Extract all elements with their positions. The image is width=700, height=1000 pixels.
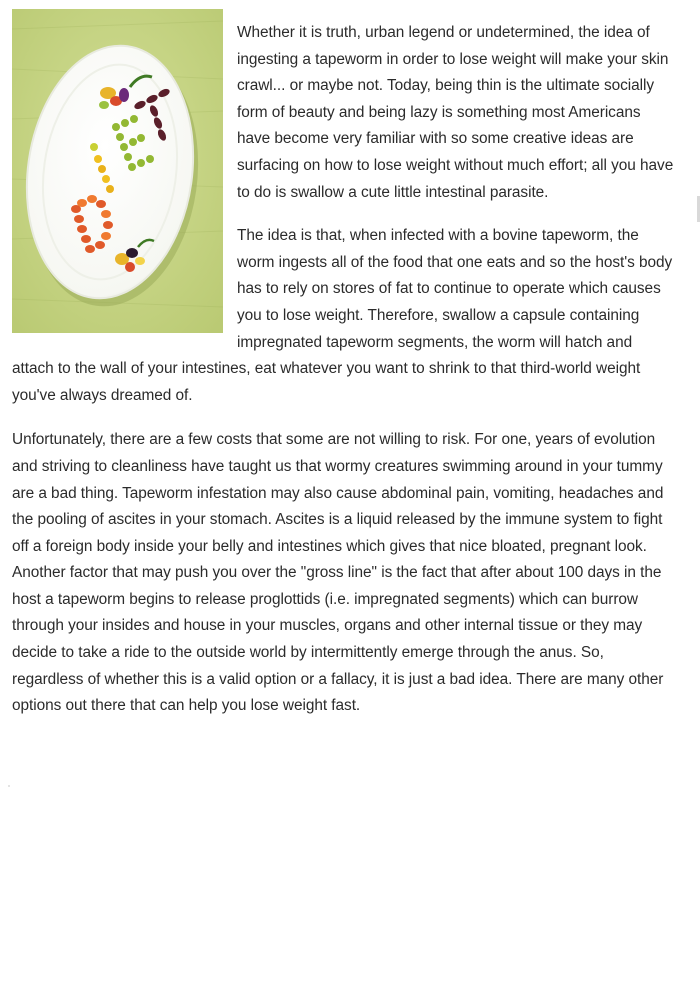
paragraph-1: Whether it is truth, urban legend or undetermined, the idea of ingesting a tapeworm in order to lose weight will make your skin crawl... or maybe not. Today, being thin is the ultimate socially form of beauty and being lazy is something most Americans have become very familiar with so some creative ideas are surfacing on how to lose weight without much effort; all you have to do is swallow a cute little intestinal parasite. — [237, 24, 674, 201]
diet-plate-illustration — [12, 9, 223, 333]
diet-plate-image — [12, 9, 223, 333]
article-body — [12, 20, 676, 738]
page-speck — [8, 785, 10, 787]
paragraph-2: The idea is that, when infected with a bovine tapeworm, the worm ingests all of the food that one eats and so the host's body has to rely on stores of fat to continue to operate which causes you to lose weight. Therefore, swallow a capsule containing impregnated tapeworm segments, the worm will hatch and attach to the wall of your intestines, eat whatever you want to shrink to that third-world weight you've always dreamed of. — [12, 227, 673, 404]
paragraph-3: Unfortunately, there are a few costs that some are not willing to risk. For one, years of evolution and striving to cleanliness have taught us that wormy creatures swimming around in your tummy are a bad thing. Tapeworm infestation may also cause abdominal pain, vomiting, headaches and the pooling of ascites in your stomach. Ascites is a liquid released by the immune system to fight off a foreign body inside your belly and intestines which gives that nice bloated, pregnant look. Another factor that may push you over the "gross line" is the fact that after about 100 days in the host a tapeworm begins to release proglottids (i.e. impregnated segments) which can burrow through your insides and house in your muscles, organs and other internal tissue or they may decide to take a ride to the outside world by intermittently emerge through the anus. So, regardless of whether this is a valid option or a fallacy, it is just a bad idea. There are many other options out there that can help you lose weight fast. — [12, 431, 664, 715]
